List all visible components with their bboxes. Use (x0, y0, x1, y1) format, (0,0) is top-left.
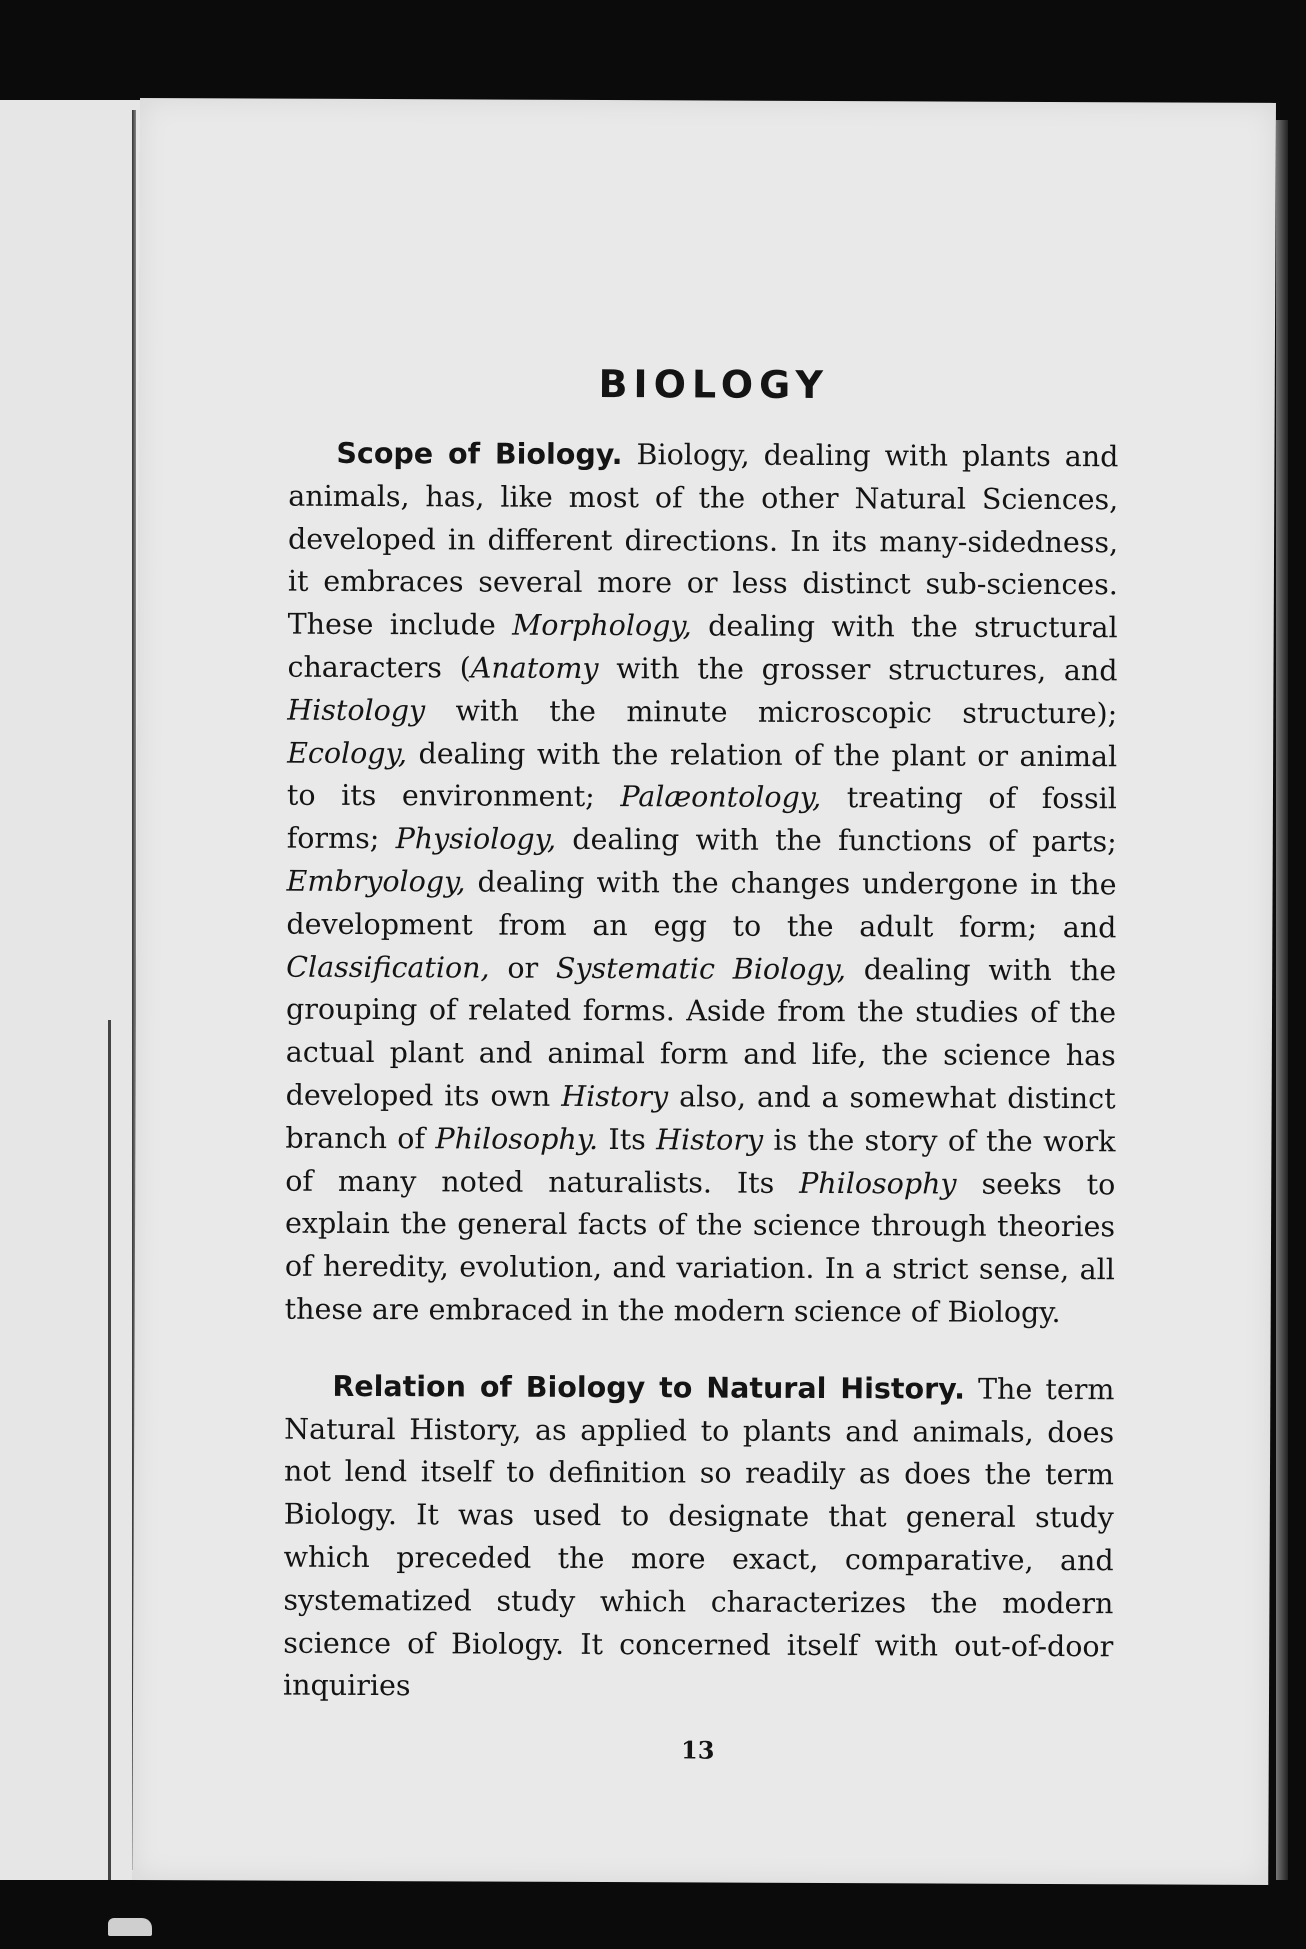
italic-term: Palæontology, (620, 780, 822, 815)
body-text: is the story of the work of many noted naturalists. Its (285, 1123, 1116, 1200)
body-text: also, and a somewhat distinct branch of (285, 1080, 1116, 1156)
facing-page-edge-line (108, 1020, 111, 1880)
italic-term: Physiology, (395, 822, 557, 856)
section-paragraph-relation (283, 1365, 1114, 1711)
body-text: with the grosser structures, and (598, 651, 1118, 688)
section-paragraph-scope (285, 433, 1119, 1335)
italic-term: History (561, 1079, 669, 1114)
book-page (132, 98, 1276, 1885)
italic-term: Morphology, (512, 608, 692, 643)
italic-term: Systematic Biology, (555, 951, 847, 986)
section-body-relation (283, 1369, 1115, 1703)
section-heading-relation: Relation of Biology to Natural History. (332, 1369, 966, 1406)
section-body-scope (285, 438, 1119, 1329)
page-right-edge (1276, 120, 1288, 1880)
body-text: dealing with the structural characters ( (287, 609, 1118, 685)
italic-term: Ecology, (287, 736, 408, 770)
page-content (283, 361, 1119, 1767)
italic-term: Anatomy (470, 651, 599, 685)
body-text: seeks to explain the general facts of the science through theories of heredity, evolution, and variation. In a strict sense, all these are embraced in the modern science of Biology. (284, 1167, 1116, 1329)
body-text: The term Natural History, as applied to plants and animals, does not lend itself to definition so readily as does the term Biology. It was used to designate that general study which preceded the more exact, comparative, and systematized study which characterizes the modern science of Biology. It concerned itself with out-of-door inquiries (283, 1372, 1115, 1703)
italic-term: Classification, (286, 950, 490, 985)
body-text: dealing with the relation of the plant or animal to its environment; (286, 736, 1118, 814)
body-text: dealing with the grouping of related forms. Aside from the studies of the actual plant and animal form and life, the science has developed its own (285, 952, 1117, 1113)
body-text: dealing with the functions of parts; (555, 822, 1117, 859)
body-text: with the minute microscopic structure); (425, 694, 1118, 731)
page-title: BIOLOGY (598, 362, 830, 408)
body-text: dealing with the changes undergone in the development from an egg to the adult form; and (286, 865, 1117, 945)
page-corner-mark (108, 1918, 152, 1936)
italic-term: Histology (287, 693, 426, 728)
body-text: treating of fossil forms; (286, 781, 1118, 856)
body-text: or (489, 951, 557, 985)
body-text: Biology, dealing with plants and animals, has, like most of the other Natural Sciences, developed in different directions. In its many-sidedness, it embraces several more or less distinct sub-sciences. These include (287, 438, 1119, 642)
italic-term: Embryology, (286, 864, 466, 899)
italic-term: Philosophy (799, 1166, 957, 1201)
facing-page-edge (0, 100, 150, 1880)
italic-term: Philosophy. (435, 1122, 599, 1156)
section-heading-scope: Scope of Biology. (336, 436, 623, 472)
italic-term: History (656, 1123, 764, 1157)
page-number: 13 (681, 1735, 715, 1765)
body-text: Its (598, 1122, 657, 1157)
